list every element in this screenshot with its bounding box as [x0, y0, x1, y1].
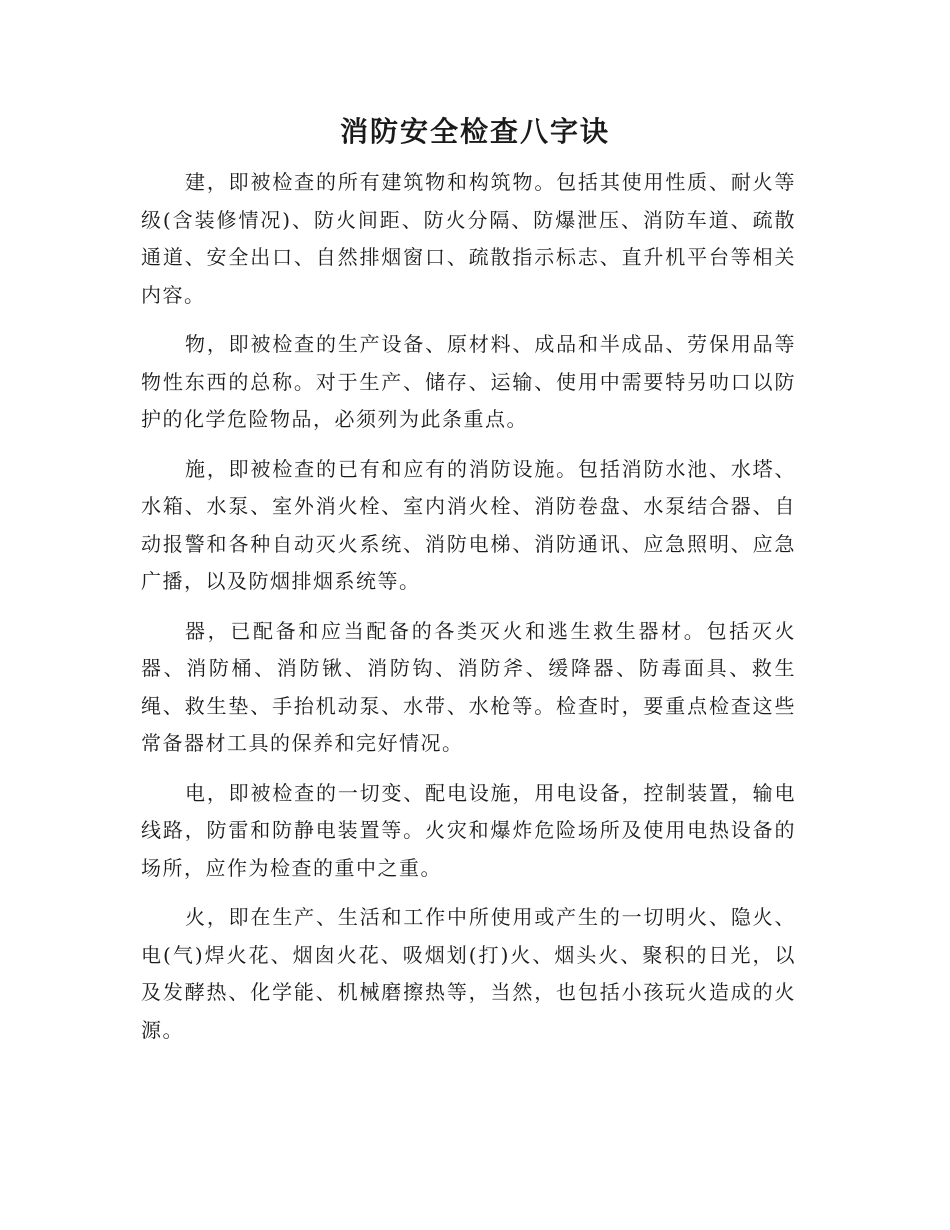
- paragraph-dian: 电，即被检查的一切变、配电设施，用电设备，控制装置，输电线路，防雷和防静电装置等。火灾和爆炸危险场所及使用电热设备的场所，应作为检查的重中之重。: [141, 780, 796, 880]
- document-title: 消防安全检查八字诀: [339, 115, 610, 148]
- paragraph-wu: 物，即被检查的生产设备、原材料、成品和半成品、劳保用品等物性东西的总称。对于生产、储存、运输、使用中需要特另叻口以防护的化学危险物品，必须列为此条重点。: [141, 332, 796, 431]
- paragraph-jian: 建，即被检查的所有建筑物和构筑物。包括其使用性质、耐火等级(含装修情况)、防火间距、防火分隔、防爆泄压、消防车道、疏散通道、安全出口、自然排烟窗口、疏散指示标志、直升机平台等相关内容。: [141, 170, 796, 307]
- paragraph-huo: 火，即在生产、生活和工作中所使用或产生的一切明火、隐火、电(气)焊火花、烟囱火花、吸烟划(打)火、烟头火、聚积的日光，以及发酵热、化学能、机械磨擦热等，当然，也包括小孩玩火造成的火源。: [141, 905, 796, 1042]
- document-body: [141, 164, 796, 1061]
- paragraph-qi: 器，已配备和应当配备的各类灭火和逃生救生器材。包括灭火器、消防桶、消防锹、消防钩、消防斧、缓降器、防毒面具、救生绳、救生垫、手抬机动泵、水带、水枪等。检查时，要重点检查这些常备器材工具的保养和完好情况。: [141, 618, 796, 755]
- paragraph-shi: 施，即被检查的已有和应有的消防设施。包括消防水池、水塔、水箱、水泵、室外消火栓、室内消火栓、消防卷盘、水泵结合器、自动报警和各种自动灭火系统、消防电梯、消防通讯、应急照明、应急广播，以及防烟排烟系统等。: [141, 456, 796, 593]
